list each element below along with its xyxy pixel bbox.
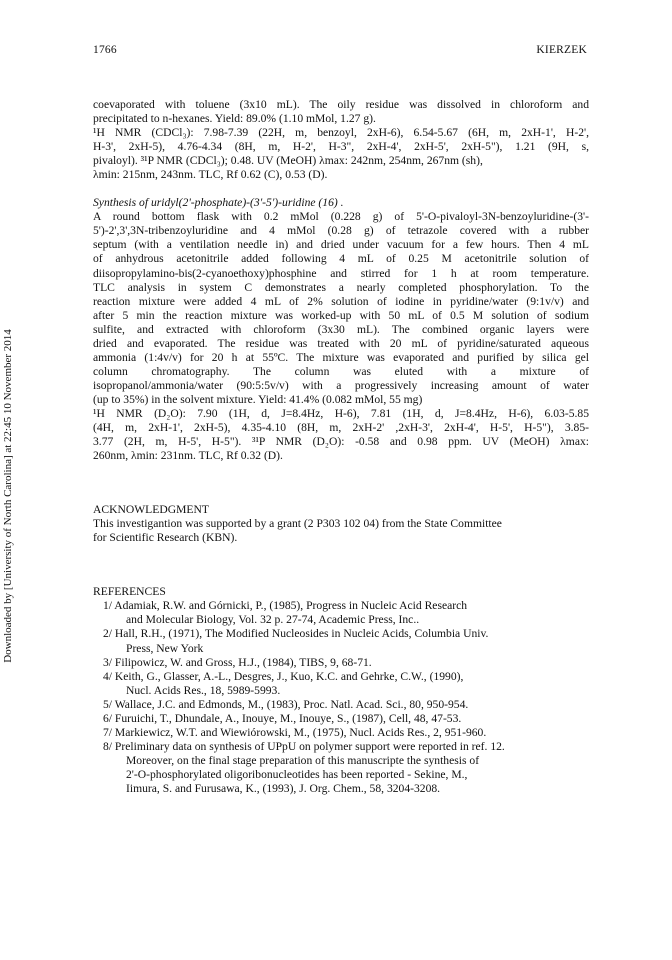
paragraph-synthesis <box>93 210 589 463</box>
reference-line: and Molecular Biology, Vol. 32 p. 27-74, Academic Press, Inc.. <box>126 613 420 627</box>
references-heading: REFERENCES <box>93 585 166 599</box>
text-line: ¹H NMR (D₂O): 7.90 (1H, d, J=8.4Hz, H-6), 7.81 (1H, d, J=8.4Hz, H-6), 6.03-5.85 <box>93 406 589 420</box>
reference-item <box>93 712 589 726</box>
text-line: septum (with a ventilation needle in) and dried under vacuum for a few hours. Then 4 mL <box>93 238 589 252</box>
reference-item <box>93 656 589 670</box>
paragraph-yield <box>93 98 589 182</box>
text-line: sulfite, and extracted with chloroform (3x30 mL). The combined organic layers were <box>93 322 589 336</box>
text-line: column chromatography. The column was eluted with a mixture of <box>93 364 589 378</box>
text-line: ammonia (1:4v/v) for 20 h at 55ºC. The mixture was evaporated and purified by silica gel <box>93 350 589 364</box>
article-body <box>93 98 589 796</box>
reference-line: 8/ Preliminary data on synthesis of UPpU on polymer support were reported in ref. 12. <box>103 739 505 753</box>
reference-line: 5/ Wallace, J.C. and Edmonds, M., (1983), Proc. Natl. Acad. Sci., 80, 950-954. <box>103 697 469 711</box>
reference-line: 2/ Hall, R.H., (1971), The Modified Nucleosides in Nucleic Acids, Columbia Univ. <box>103 627 489 641</box>
references-section <box>93 585 589 796</box>
text-line: coevaporated with toluene (3x10 mL). The oily residue was dissolved in chloroform and <box>93 98 589 111</box>
text-line: ¹H NMR (CDCl₃): 7.98-7.39 (22H, m, benzoyl, 2xH-6), 6.54-5.67 (6H, m, 2xH-1', H-2', <box>93 126 589 140</box>
reference-item <box>93 627 589 655</box>
text-line: λmin: 215nm, 243nm. TLC, Rf 0.62 (C), 0.53 (D). <box>93 168 328 182</box>
reference-item <box>93 698 589 712</box>
reference-line: Moreover, on the final stage preparation of this manuscripte the synthesis of <box>126 753 480 767</box>
text-line: TLC analysis in system C demonstrates a nearly completed phosphorylation. To the <box>93 280 589 294</box>
reference-item <box>93 726 589 740</box>
reference-line: 7/ Markiewicz, W.T. and Wiewiórowski, M., (1975), Nucl. Acids Res., 2, 951-960. <box>103 725 487 739</box>
text-line: This investigantion was supported by a grant (2 P303 102 04) from the State Committee <box>93 517 502 531</box>
text-line: A round bottom flask with 0.2 mMol (0.228 g) of 5'-O-pivaloyl-3N-benzoyluridine-(3'- <box>93 210 589 224</box>
text-line: diisopropylamino-bis(2-cyanoethoxy)phosphine and stirred for 1 h at room temperature. <box>93 266 589 280</box>
text-line: isopropanol/ammonia/water (90:5:5v/v) with a progressively increasing amount of water <box>93 378 589 392</box>
page-number: 1766 <box>93 44 117 56</box>
download-note: Downloaded by [University of North Carolina] at 22:45 10 November 2014 <box>2 329 14 663</box>
text-line: after 5 min the reaction mixture was worked-up with 50 mL of 0.5 M solution of sodium <box>93 308 589 322</box>
reference-line: Nucl. Acids Res., 18, 5989-5993. <box>126 683 281 697</box>
acknowledgment-section <box>93 503 589 545</box>
text-line: precipitated to n-hexanes. Yield: 89.0% (1.10 mMol, 1.27 g). <box>93 112 376 126</box>
text-line: H-3', 2xH-5), 4.76-4.34 (8H, m, H-2', H-3", 2xH-4', 2xH-5', 2xH-5"), 1.21 (9H, s, <box>93 140 589 154</box>
reference-item <box>93 599 589 627</box>
text-line: 260nm, λmin: 231nm. TLC, Rf 0.32 (D). <box>93 449 283 463</box>
reference-line: 4/ Keith, G., Glasser, A.-L., Desgres, J., Kuo, K.C. and Gehrke, C.W., (1990), <box>103 669 464 683</box>
text-line: dried and evaporated. The residue was treated with 20 mL of pyridine/saturated aqueous <box>93 336 589 350</box>
text-line: for Scientific Research (KBN). <box>93 531 238 545</box>
reference-line: 3/ Filipowicz, W. and Gross, H.J., (1984), TIBS, 9, 68-71. <box>103 655 372 669</box>
reference-item <box>93 740 589 796</box>
reference-line: 1/ Adamiak, R.W. and Górnicki, P., (1985), Progress in Nucleic Acid Research <box>103 599 468 613</box>
reference-item <box>93 670 589 698</box>
text-line: 3.77 (2H, m, H-5', H-5"). ³¹P NMR (D₂O): -0.58 and 0.98 ppm. UV (MeOH) λmax: <box>93 435 589 449</box>
reference-line: Press, New York <box>126 641 204 655</box>
text-line: (4H, m, 2xH-1', 2xH-5), 4.35-4.10 (8H, m, 2xH-2' ,2xH-3', 2xH-4', H-5', H-5"), 3.85- <box>93 421 589 435</box>
text-line: pivaloyl). ³¹P NMR (CDCl₃); 0.48. UV (MeOH) λmax: 242nm, 254nm, 267nm (sh), <box>93 154 483 168</box>
text-line: (up to 35%) in the solvent mixture. Yield: 41.4% (0.082 mMol, 55 mg) <box>93 392 423 406</box>
reference-line: 2'-O-phosphorylated oligoribonucleotides has been reported - Sekine, M., <box>126 767 468 781</box>
section-heading-synthesis: Synthesis of uridyl(2'-phosphate)-(3'-5')-uridine (16) . <box>93 196 344 210</box>
text-line: reaction mixture were added 4 mL of 2% solution of iodine in pyridine/water (9:1v/v) and <box>93 294 589 308</box>
text-line: 5')-2',3',3N-tribenzoyluridine and 4 mMol (0.28 g) of tetrazole covered with a rubber <box>93 224 589 238</box>
acknowledgment-heading: ACKNOWLEDGMENT <box>93 503 209 517</box>
reference-line: Iimura, S. and Furusawa, K., (1993), J. Org. Chem., 58, 3204-3208. <box>126 781 441 795</box>
text-line: of anhydrous acetonitrile added following 4 mL of 0.25 M acetonitrile solution of <box>93 252 589 266</box>
reference-line: 6/ Furuichi, T., Dhundale, A., Inouye, M., Inouye, S., (1987), Cell, 48, 47-53. <box>103 711 462 725</box>
running-head: KIERZEK <box>536 44 587 56</box>
